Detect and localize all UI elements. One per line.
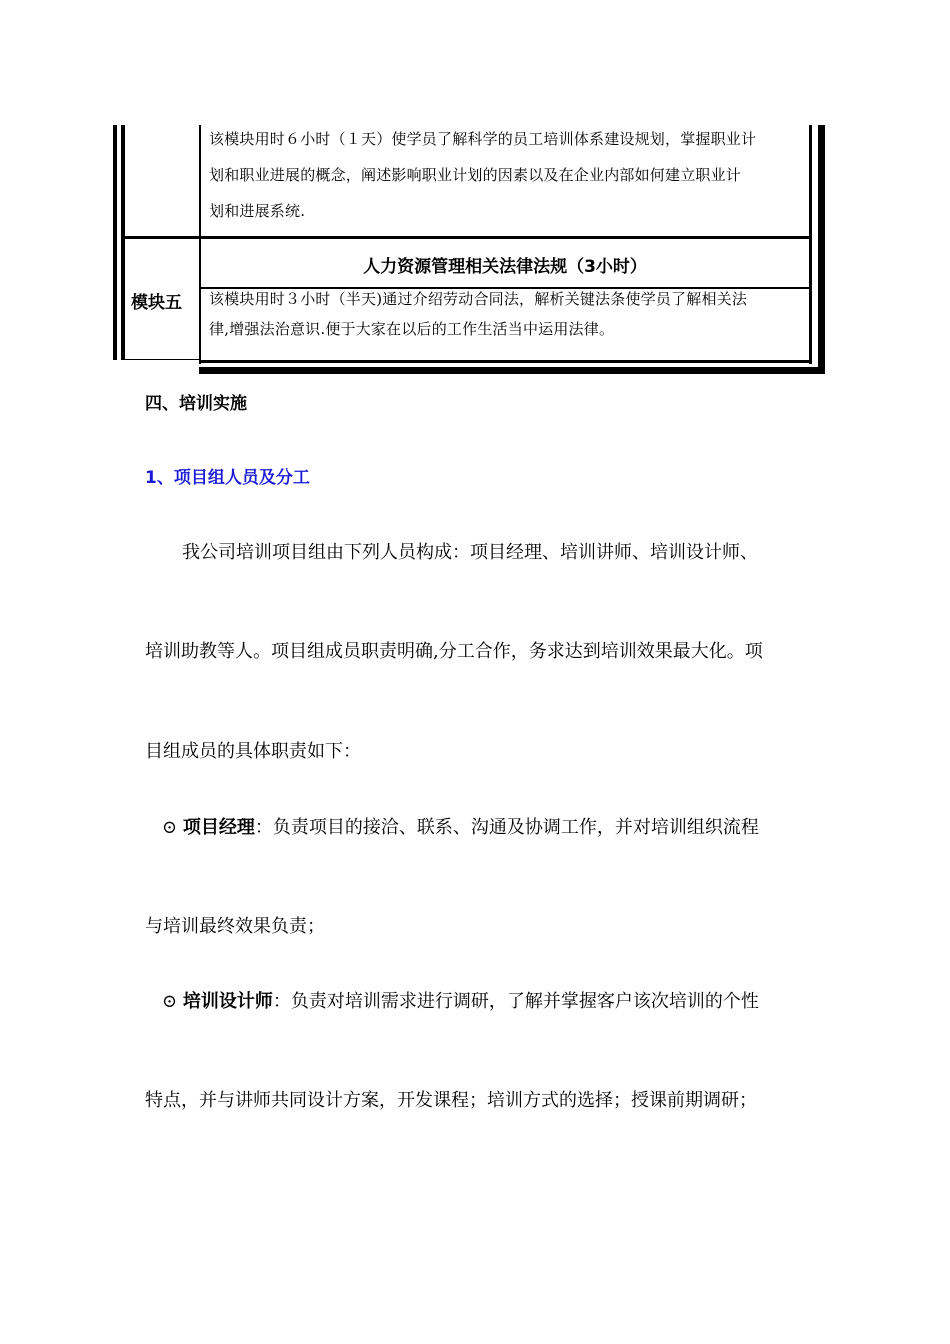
module5-title: 人力资源管理相关法律法规（3小时）	[363, 257, 647, 277]
paragraph-line: 培训助教等人。项目组成员职责明确,分工合作，务求达到培训效果最大化。项	[145, 641, 763, 662]
paragraph-line: 我公司培训项目组由下列人员构成：项目经理、培训讲师、培训设计师、	[182, 542, 758, 563]
table-cell-line: 该模块用时３小时（半天)通过介绍劳动合同法，解析关键法条使学员了解相关法	[209, 290, 748, 308]
module5-description	[209, 284, 809, 344]
circle-dot-bullet-icon: ⊙	[162, 817, 178, 838]
role-name: 培训设计师	[182, 991, 273, 1012]
table-border	[113, 125, 117, 360]
role-description-continued: 特点，并与讲师共同设计方案，开发课程；培训方式的选择；授课前期调研；	[145, 1090, 757, 1111]
paragraph-line: 目组成员的具体职责如下：	[145, 741, 361, 762]
table-border	[199, 367, 825, 374]
table-border	[199, 360, 812, 363]
module4-description	[209, 121, 809, 229]
role-item	[162, 987, 759, 1013]
table-border	[121, 125, 125, 360]
table-border	[199, 125, 201, 364]
table-cell-line: 律,增强法治意识.便于大家在以后的工作生活当中运用法律。	[209, 320, 615, 338]
role-description: ：负责项目的接洽、联系、沟通及协调工作，并对培训组织流程	[254, 817, 759, 838]
table-cell-line: 该模块用时６小时（１天）使学员了解科学的员工培训体系建设规划，掌握职业计	[209, 130, 757, 148]
role-name: 项目经理	[182, 817, 255, 838]
role-description-continued: 与培训最终效果负责；	[145, 916, 325, 937]
table-border	[809, 125, 812, 364]
section-heading: 四、培训实施	[145, 394, 247, 414]
subsection-heading: 1、项目组人员及分工	[145, 468, 310, 488]
table-cell-line: 划和职业进展的概念，阐述影响职业计划的因素以及在企业内部如何建立职业计	[209, 166, 742, 184]
table-border	[121, 236, 812, 239]
role-description: ：负责对培训需求进行调研，了解并掌握客户该次培训的个性	[272, 991, 759, 1012]
circle-dot-bullet-icon: ⊙	[162, 991, 178, 1012]
table-border	[125, 359, 200, 360]
role-item	[162, 813, 759, 839]
table-cell-line: 划和进展系统.	[209, 202, 306, 220]
table-border	[818, 125, 825, 374]
module5-label: 模块五	[131, 293, 182, 313]
